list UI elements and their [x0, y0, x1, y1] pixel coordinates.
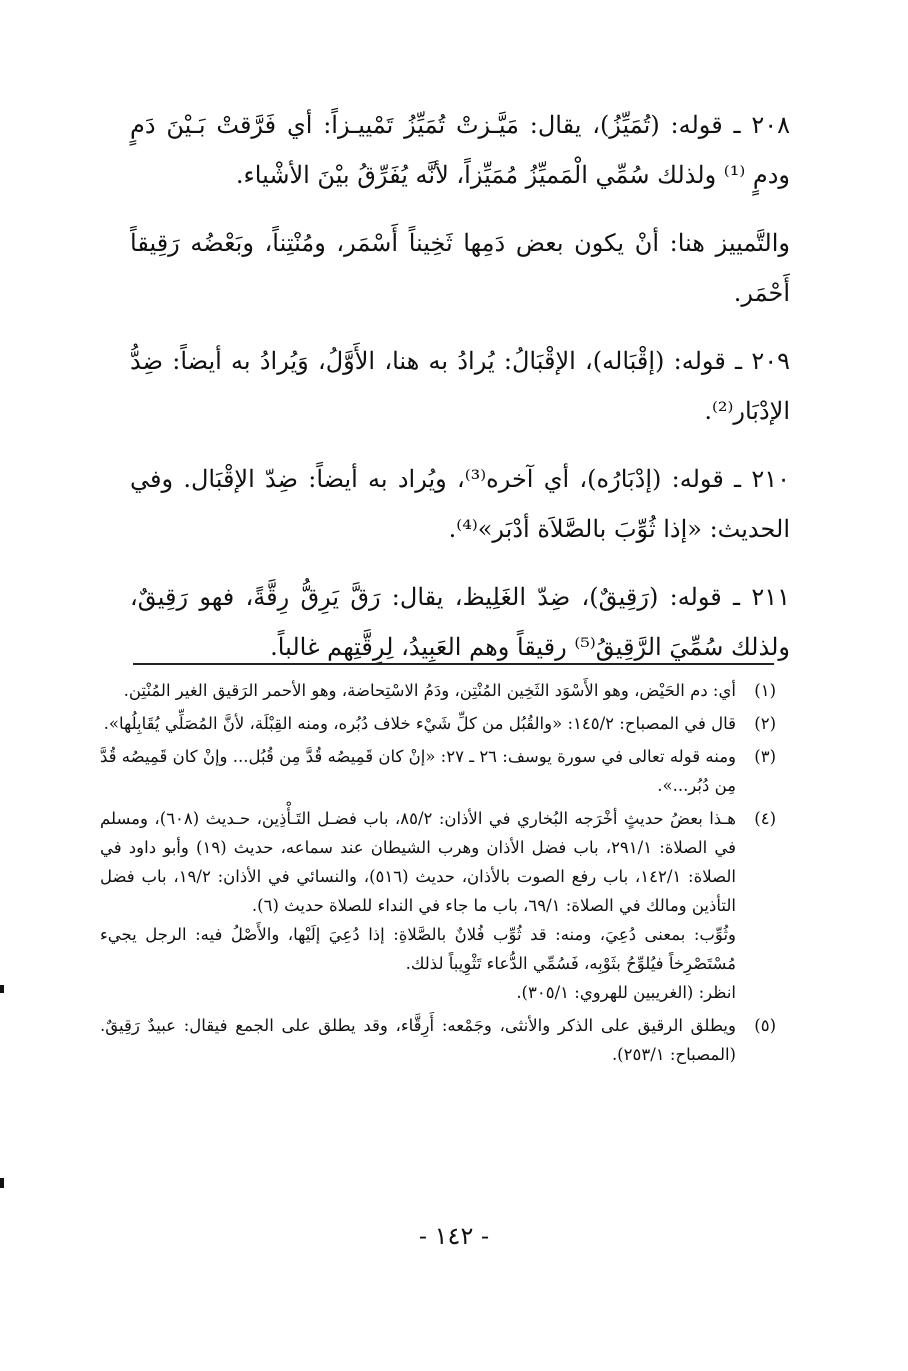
footnote-1	[100, 676, 776, 705]
footnote-reference: انظر: (الغريبين للهروي: ٣٠٥/١).	[516, 983, 736, 1002]
footnote-2	[100, 709, 776, 738]
footnote-number: (٢)	[754, 714, 776, 733]
footnote-4	[100, 804, 776, 1007]
paragraph-208: ٢٠٨ ـ قوله: (تُمَيِّزُ)، يقال: مَيَّـزتْ تُمَيِّزُ تَمْييـزاً: أي فَرَّقتْ بَـيْنَ دَمٍ ودمٍ ⁽¹⁾ ولذلك سُمِّي الْمَميِّزُ مُمَيِّزاً، لأنَّه يُفَرِّقُ بيْنَ الأشْياء.	[130, 111, 790, 189]
footnote-3	[100, 742, 776, 800]
footnote-text: هـذا بعضُ حديثٍ أخْرَجه البُخاري في الأذان: ٨٥/٢، باب فضـل التَـأْذِين، حـديث (٦٠٨)، ومسلم في الصلاة: ٢٩١/١، باب فضل الأذان وهرب الشيطان عند سماعه، حديث (١٩) وأبو داود في الصلاة: ١٤٢/١، باب رفع الصوت بالأذان، حديث (٥١٦)، والنسائي في الأذان: ١٩/٢، باب فضل التأذين ومالك في الصلاة: ٦٩/١، باب ما جاء في النداء للصلاة حديث (٦).	[100, 809, 737, 915]
page-number: - ١٤٢ -	[418, 1222, 490, 1250]
footnote-text: ومنه قوله تعالى في سورة يوسف: ٢٦ ـ ٢٧: «إنْ كان قَمِيصُه قُدَّ مِن قُبُل... وإنْ كان قَمِيصُه قُدَّ مِن دُبُر...».	[100, 747, 737, 795]
paragraph-211: ٢١١ ـ قوله: (رَقِيقٌ)، ضِدّ الغَلِيظ، يقال: رَقَّ يَرِقُّ رِقَّةً، فهو رَقِيقٌ، ولذلك سُمِّيَ الرَّقِيقُ⁽⁵⁾ رقيقاً وهم العَبِيدُ، لِرِقَّتِهم غالباً.	[130, 583, 790, 661]
scan-edge-mark	[0, 1178, 4, 1188]
main-text	[0, 100, 908, 690]
paragraph-210: ٢١٠ ـ قوله: (إدْبَارُه)، أي آخره⁽³⁾، ويُراد به أيضاً: ضِدّ الإقْبَال. وفي الحديث: «إذا ثُوِّبَ بالصَّلاَة أدْبَر»⁽⁴⁾.	[130, 465, 790, 543]
footnote-text: قال في المصباح: ١٤٥/٢: «والقُبُل من كلِّ شَيْء خلاف دُبُره، ومنه القِبْلَة، لأنَّ المُصَلِّي يُقَابِلُها».	[103, 714, 736, 733]
footnote-text-extra: وثُوِّب: بمعنى دُعِيَ، ومنه: قد ثُوِّب فُلانٌ بالصَّلاةِ: إذا دُعِيَ إلَيْها، والأَصْلُ فيه: الرجل يجيء مُسْتَصْرِخاً فيُلوِّحُ بثَوْبِه، فَسُمِّي الدُّعاء تَثْوِيباً لذلك.	[100, 925, 736, 973]
footnote-number: (٥)	[754, 1016, 776, 1035]
footnote-number: (٣)	[754, 747, 776, 766]
footnote-number: (١)	[754, 681, 776, 700]
paragraph-tamyiz: والتَّمييز هنا: أنْ يكون بعض دَمِها ثَخِيناً أَسْمَر، ومُنْتِناً، وبَعْضُه رَقِيقاً أَحْمَر.	[130, 229, 791, 307]
scan-edge-mark	[0, 985, 4, 993]
footnotes	[100, 676, 776, 1073]
footnote-text: أي: دم الحَيْض، وهو الأَسْوَد الثَخِين المُنْتِن، ودَمُ الاسْتِحاضة، وهو الأحمر الرَقيق الغير المُنْتِن.	[123, 681, 736, 700]
footnote-divider	[133, 663, 774, 665]
footnote-text: ويطلق الرقيق على الذكر والأنثى، وجَمْعه: أَرِقَّاء، وقد يطلق على الجمع فيقال: عبيدٌ رَقِيقٌ. (المصباح: ٢٥٣/١).	[100, 1016, 736, 1064]
paragraph-209: ٢٠٩ ـ قوله: (إقْبَاله)، الإقْبَالُ: يُرادُ به هنا، الأَوَّلُ، وَيُرادُ به أيضاً: ضِدُّ الإدْبَار⁽²⁾.	[130, 347, 790, 425]
footnote-number: (٤)	[754, 809, 776, 828]
footnote-5	[100, 1011, 776, 1069]
